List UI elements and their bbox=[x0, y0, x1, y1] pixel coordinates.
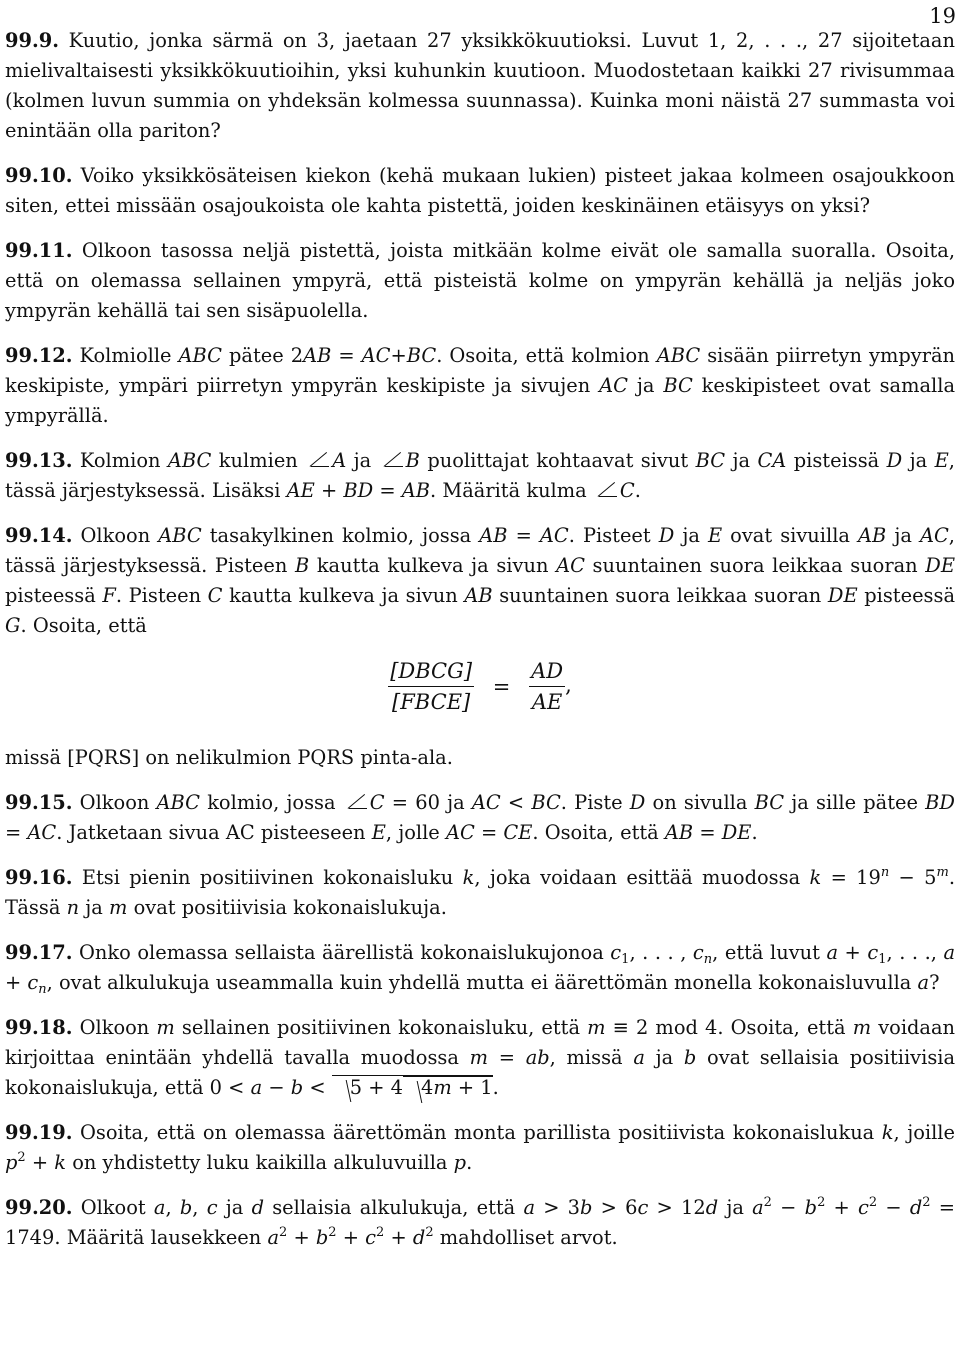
problem-99-12: 99.12. Kolmiolle ABC pätee 2AB = AC+BC. Osoita, että kolmion ABC sisään piirretyn ympyrän keskipiste, ympäri piirretyn ympyrän keskipiste ja sivujen AC ja BC keskipisteet ovat samalla ympyrällä. bbox=[5, 344, 956, 427]
problem-number: 99.12. bbox=[5, 344, 73, 367]
problem-99-16: 99.16. Etsi pienin positiivinen kokonaisluku k, joka voidaan esittää muodossa $k = 19^n - 5^m$. Tässä n ja m ovat positiivisia kokonaislukuja. bbox=[5, 865, 955, 919]
problem-number: 99.13. bbox=[5, 449, 73, 472]
problem-99-15: 99.15. Olkoon ABC kolmio, jossa C = 60 ja AC < BC. Piste D on sivulla BC ja sille pätee BD = AC. Jatketaan sivua AC pisteeseen E, jolle AC = CE. Osoita, että AB = DE. bbox=[5, 791, 955, 844]
problem-number: 99.16. bbox=[5, 866, 73, 889]
angle-icon bbox=[599, 483, 617, 497]
angle-icon bbox=[385, 453, 403, 467]
problem-number: 99.9. bbox=[5, 29, 59, 52]
problem-number: 99.11. bbox=[5, 239, 73, 262]
problem-99-19: 99.19. Osoita, että on olemassa äärettömän monta parillista positiivista kokonaislukua k, joille $p^2 + k$ on yhdistetty luku kaikilla alkuluvuilla p. bbox=[5, 1121, 955, 1174]
problem-99-11 bbox=[5, 236, 955, 326]
problem-99-20: 99.20. Olkoot a, b, c ja d sellaisia alkulukuja, että a > 3b > 6c > 12d ja $a^2 - b^2 + c^2 - d^2 = 1749$. Määritä lausekkeen $a^2 + b^2 + c^2 + d^2$ mahdolliset arvot. bbox=[5, 1195, 956, 1249]
problem-99-14: 99.14. Olkoon ABC tasakylkinen kolmio, jossa AB = AC. Pisteet D ja E ovat sivuilla AB ja AC, tässä järjestyksessä. Pisteen B kautta kulkeva ja sivun AC suuntainen suora leikkaa suoran DE pisteessä F. Pisteen C kautta kulkeva ja sivun AB suuntainen suora leikkaa suoran DE pisteessä G. Osoita, että bbox=[5, 524, 956, 637]
angle-icon bbox=[349, 795, 367, 809]
problem-text: Voiko yksikkösäteisen kiekon (kehä mukaan lukien) pisteet jakaa kolmeen osajoukkoon siten, ettei missään osajoukoista ole kahta pistettä, joiden keskinäinen etäisyys on yksi? bbox=[5, 164, 955, 217]
problem-number: 99.14. bbox=[5, 524, 73, 547]
problem-list bbox=[5, 26, 955, 1268]
problem-number: 99.15. bbox=[5, 791, 73, 814]
problem-99-14-after: missä [PQRS] on nelikulmion PQRS pinta-ala. bbox=[5, 746, 453, 769]
page-number: 19 bbox=[929, 4, 956, 28]
problem-text: Olkoon tasossa neljä pistettä, joista mitkään kolme eivät ole samalla suoralla. Osoita, että on olemassa sellainen ympyrä, että pisteistä kolme on ympyrän kehällä ja neljäs joko ympyrän kehällä tai sen sisäpuolella. bbox=[5, 239, 955, 322]
problem-number: 99.19. bbox=[5, 1121, 73, 1144]
problem-99-18: 99.18. Olkoon m sellainen positiivinen kokonaisluku, että m ≡ 2 mod 4. Osoita, että m voidaan kirjoittaa enintään yhdellä tavalla muodossa m = ab, missä a ja b ovat sellaisia positiivisia kokonaislukuja, että 0 < a − b < 5 + 4 4m + 1. bbox=[5, 1016, 956, 1099]
problem-99-10 bbox=[5, 161, 955, 221]
problem-text: Kuutio, jonka särmä on 3, jaetaan 27 yksikkökuutioksi. Luvut 1, 2, . . ., 27 sijoitetaan mielivaltaisesti yksikkökuutioihin, yksi kuhunkin kuutioon. Muodostetaan kaikki 27 rivisummaa (kolmen luvun summia on yhdeksän kolmessa suunnassa). Kuinka moni näistä 27 summasta voi enintään olla pariton? bbox=[5, 29, 955, 142]
problem-99-13: 99.13. Kolmion ABC kulmien A ja B puolittajat kohtaavat sivut BC ja CA pisteissä D ja E, tässä järjestyksessä. Lisäksi AE + BD = AB. Määritä kulma C. bbox=[5, 449, 955, 502]
problem-number: 99.18. bbox=[5, 1016, 73, 1039]
problem-99-9 bbox=[5, 26, 955, 146]
problem-number: 99.10. bbox=[5, 164, 73, 187]
square-root-icon: 5 + 4 4m + 1 bbox=[332, 1075, 493, 1099]
angle-icon bbox=[311, 453, 329, 467]
problem-99-17: 99.17. Onko olemassa sellaista äärellistä kokonaislukujonoa $c_1$, . . . , $c_n$, että luvut $a + c_1$, . . ., $a + c_n$, ovat alkulukuja useammalla kuin yhdellä mutta ei äärettömän monella kokonaisluvulla a? bbox=[5, 941, 955, 997]
problem-number: 99.20. bbox=[5, 1196, 73, 1219]
display-equation: $\frac{\text{[DBCG]}}{\text{[FBCE]}}$ = $\frac{AD}{AE}$ , bbox=[390, 659, 572, 714]
problem-number: 99.17. bbox=[5, 941, 73, 964]
